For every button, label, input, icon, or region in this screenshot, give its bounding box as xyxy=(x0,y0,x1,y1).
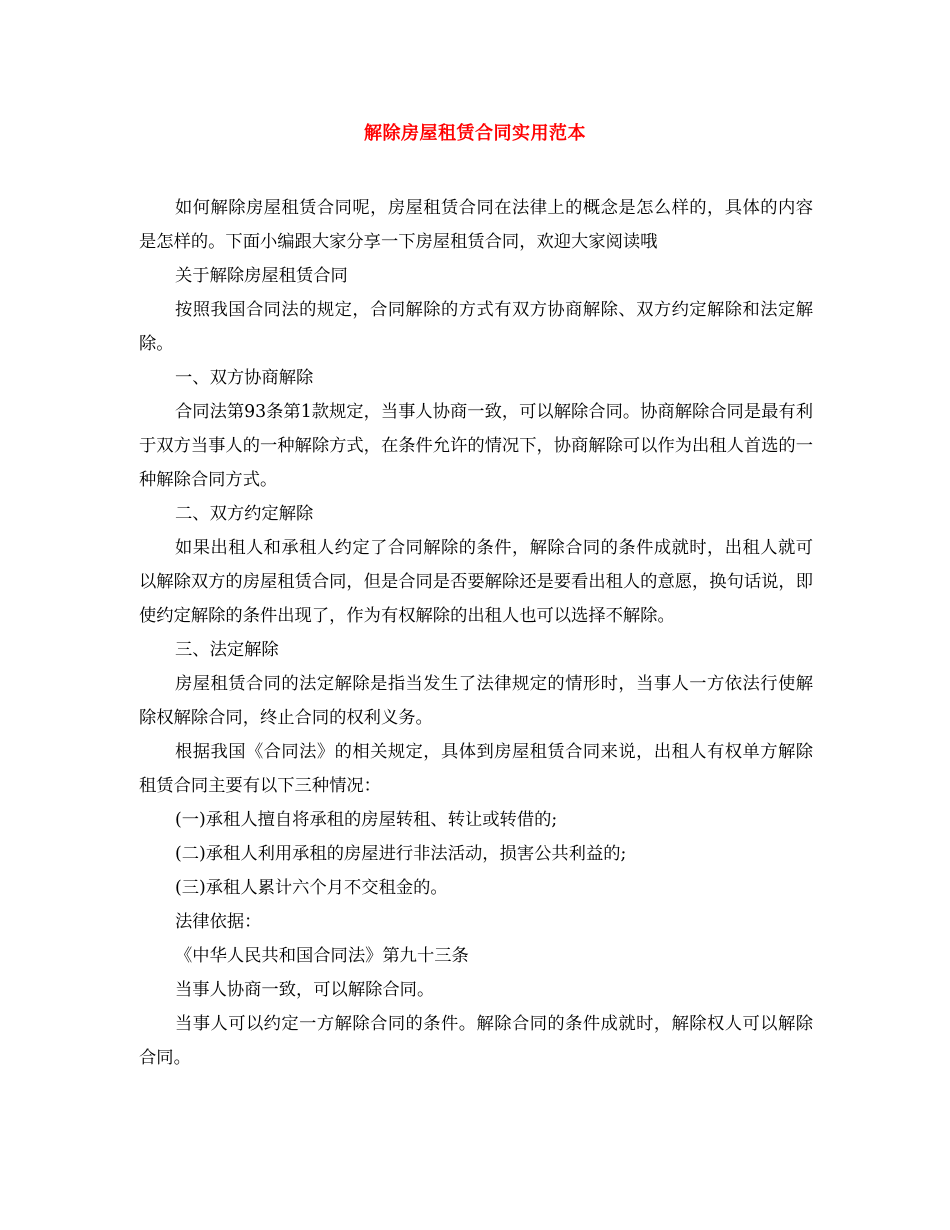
paragraph-heading-about: 关于解除房屋租赁合同 xyxy=(175,266,348,286)
section-heading-3: 三、法定解除 xyxy=(175,640,279,660)
list-item-case-3: (三)承租人累计六个月不交租金的。 xyxy=(175,878,448,898)
section-heading-1: 一、双方协商解除 xyxy=(175,368,314,388)
paragraph-section-1: 合同法第93条第1款规定，当事人协商一致，可以解除合同。协商解除合同是最有利于双方当事人的一种解除方式，在条件允许的情况下，协商解除可以作为出租人首选的一种解除合同方式。 xyxy=(139,402,813,490)
paragraph-law-clause-2: 当事人可以约定一方解除合同的条件。解除合同的条件成就时，解除权人可以解除合同。 xyxy=(139,1014,813,1068)
paragraph-intro: 如何解除房屋租赁合同呢，房屋租赁合同在法律上的概念是怎么样的，具体的内容是怎样的。下面小编跟大家分享一下房屋租赁合同，欢迎大家阅读哦 xyxy=(139,198,813,252)
paragraph-law-citation: 《中华人民共和国合同法》第九十三条 xyxy=(175,946,469,966)
document-body xyxy=(139,191,813,1075)
list-item-case-1: (一)承租人擅自将承租的房屋转租、转让或转借的; xyxy=(175,810,558,830)
document-title: 解除房屋租赁合同实用范本 xyxy=(364,123,586,144)
paragraph-section-2: 如果出租人和承租人约定了合同解除的条件，解除合同的条件成就时，出租人就可以解除双方的房屋租赁合同，但是合同是否要解除还是要看出租人的意愿，换句话说，即使约定解除的条件出现了，作为有权解除的出租人也可以选择不解除。 xyxy=(139,538,813,626)
paragraph-law-clause-1: 当事人协商一致，可以解除合同。 xyxy=(175,980,435,1000)
list-item-case-2: (二)承租人利用承租的房屋进行非法活动，损害公共利益的; xyxy=(175,844,627,864)
section-heading-2: 二、双方约定解除 xyxy=(175,504,314,524)
paragraph-section-3: 房屋租赁合同的法定解除是指当发生了法律规定的情形时，当事人一方依法行使解除权解除合同，终止合同的权利义务。 xyxy=(139,674,813,728)
paragraph-legal-basis-label: 法律依据： xyxy=(175,912,262,932)
paragraph-methods: 按照我国合同法的规定，合同解除的方式有双方协商解除、双方约定解除和法定解除。 xyxy=(139,300,813,354)
paragraph-cases-intro: 根据我国《合同法》的相关规定，具体到房屋租赁合同来说，出租人有权单方解除租赁合同主要有以下三种情况： xyxy=(139,742,813,796)
